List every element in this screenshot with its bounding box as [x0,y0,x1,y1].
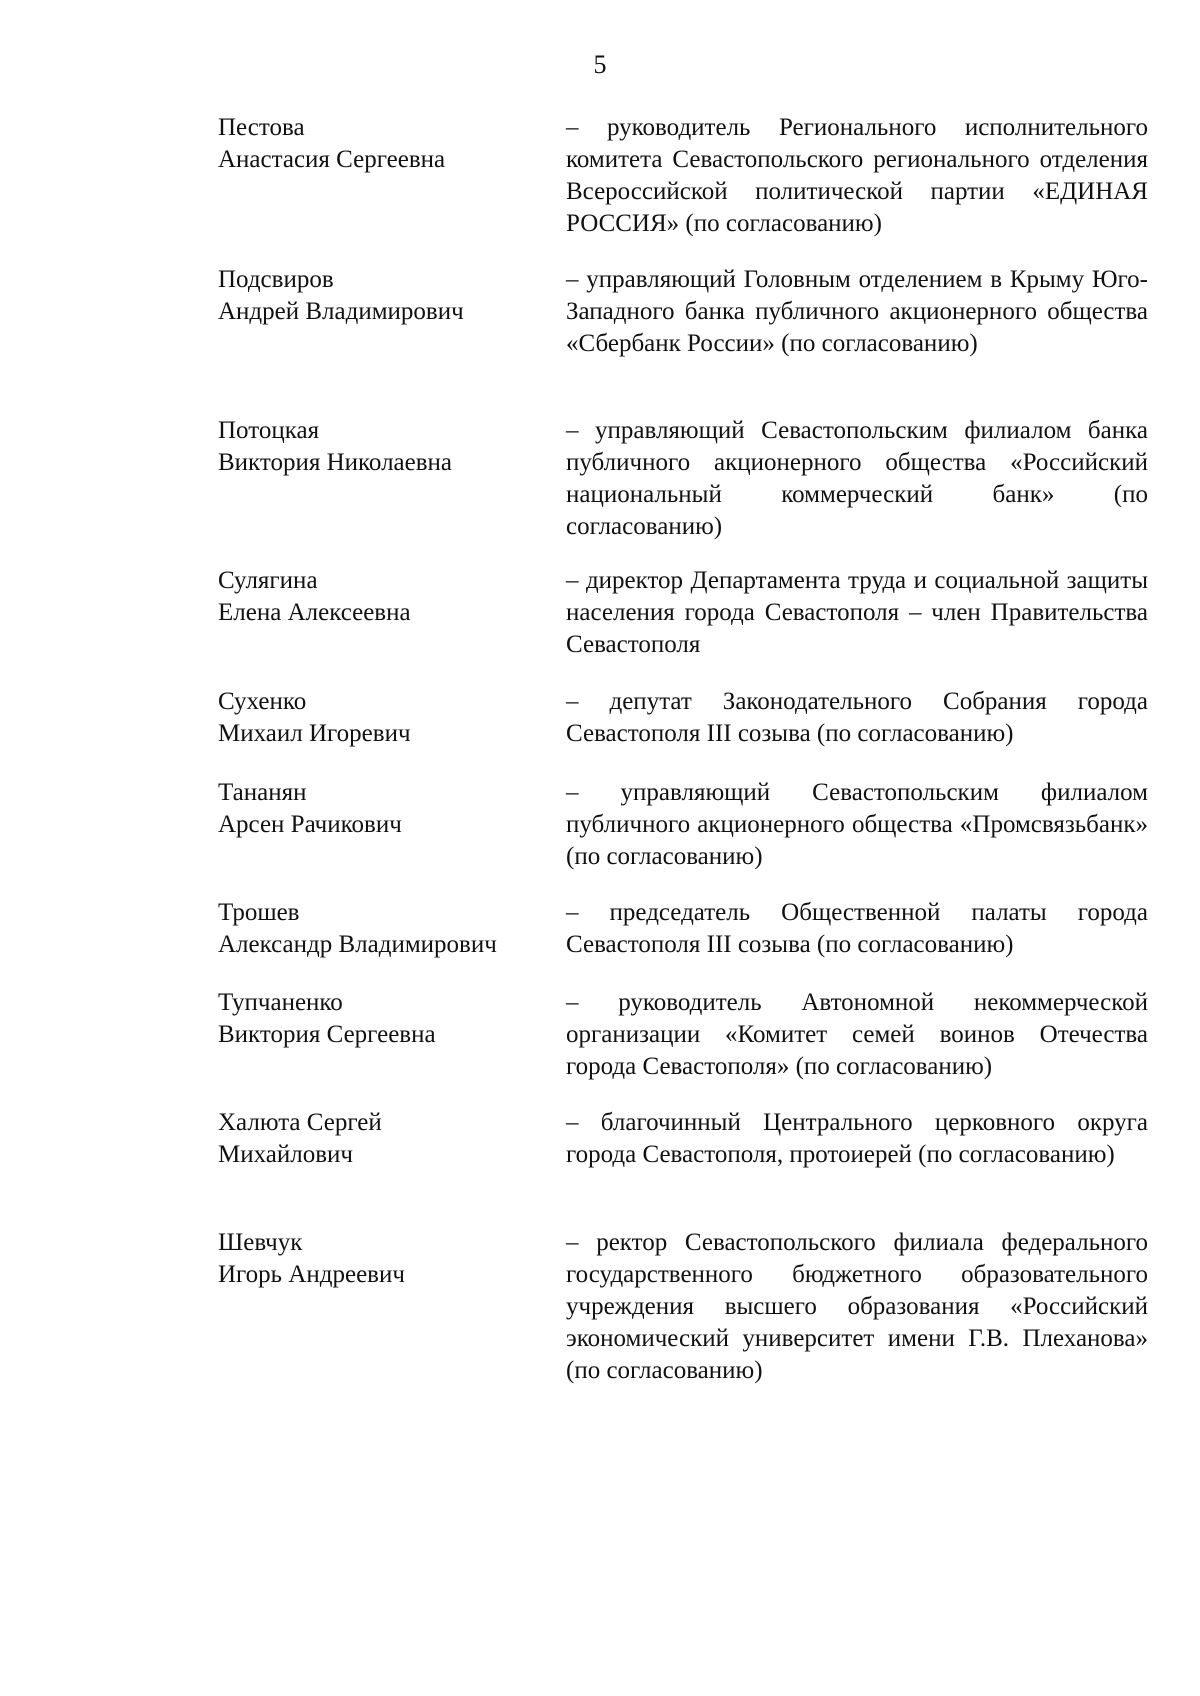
member-surname: Пестова [218,114,305,141]
member-given-names: Арсен Рачикович [218,811,402,838]
member-name [218,112,566,176]
member-role: – руководитель Регионального исполнительного комитета Севастопольского регионального отделения Всероссийской политической партии «ЕДИНАЯ РОССИЯ» (по согласованию) [566,114,1148,237]
member-name [218,897,566,961]
member-list [218,112,1148,1427]
member-surname: Тананян [218,779,307,806]
member-name [218,1227,566,1291]
member-role: – управляющий Севастопольским филиалом банка публичного акционерного общества «Российский национальный коммерческий банк» (по согласованию) [566,417,1148,540]
member-entry [218,415,1148,565]
member-given-names: Михайлович [218,1141,353,1168]
member-role: – ректор Севастопольского филиала федерального государственного бюджетного образовательного учреждения высшего образования «Российский экономический университет имени Г.В. Плеханова» (по согласованию) [566,1229,1148,1384]
member-role: – управляющий Севастопольским филиалом публичного акционерного общества «Промсвязьбанк» (по согласованию) [566,779,1148,870]
member-given-names: Елена Алексеевна [218,599,411,626]
member-entry [218,1107,1148,1227]
member-entry [218,777,1148,897]
member-role: – благочинный Центрального церковного округа города Севастополя, протоиерей (по согласованию) [566,1109,1148,1168]
member-role: – директор Департамента труда и социальной защиты населения города Севастополя – член Правительства Севастополя [566,567,1148,658]
member-name [218,565,566,629]
member-name [218,777,566,841]
member-role: – управляющий Головным отделением в Крыму Юго-Западного банка публичного акционерного общества «Сбербанк России» (по согласованию) [566,266,1148,357]
member-surname: Подсвиров [218,266,334,293]
member-role: – руководитель Автономной некоммерческой организации «Комитет семей воинов Отечества города Севастополя» (по согласованию) [566,989,1148,1080]
member-entry [218,112,1148,264]
member-given-names: Александр Владимирович [218,931,497,958]
member-given-names: Михаил Игоревич [218,720,411,747]
member-surname: Сулягина [218,567,318,594]
member-surname: Тупчаненко [218,989,343,1016]
member-given-names: Виктория Сергеевна [218,1021,436,1048]
member-entry [218,987,1148,1107]
member-surname: Сухенко [218,688,307,715]
member-given-names: Виктория Николаевна [218,449,453,476]
member-entry [218,565,1148,686]
member-given-names: Игорь Андреевич [218,1261,405,1288]
member-name [218,686,566,750]
member-name [218,264,566,328]
member-surname: Халюта Сергей [218,1109,382,1136]
member-entry [218,897,1148,987]
member-surname: Трошев [218,899,300,926]
member-entry [218,686,1148,777]
member-name [218,415,566,479]
member-name [218,1107,566,1171]
member-given-names: Анастасия Сергеевна [218,146,446,173]
member-surname: Шевчук [218,1229,303,1256]
member-name [218,987,566,1051]
member-entry [218,264,1148,415]
page-number: 5 [593,50,607,79]
member-surname: Потоцкая [218,417,320,444]
member-entry [218,1227,1148,1427]
member-role: – депутат Законодательного Собрания города Севастополя III созыва (по согласованию) [566,688,1148,747]
member-given-names: Андрей Владимирович [218,298,464,325]
member-role: – председатель Общественной палаты города Севастополя III созыва (по согласованию) [566,899,1148,958]
